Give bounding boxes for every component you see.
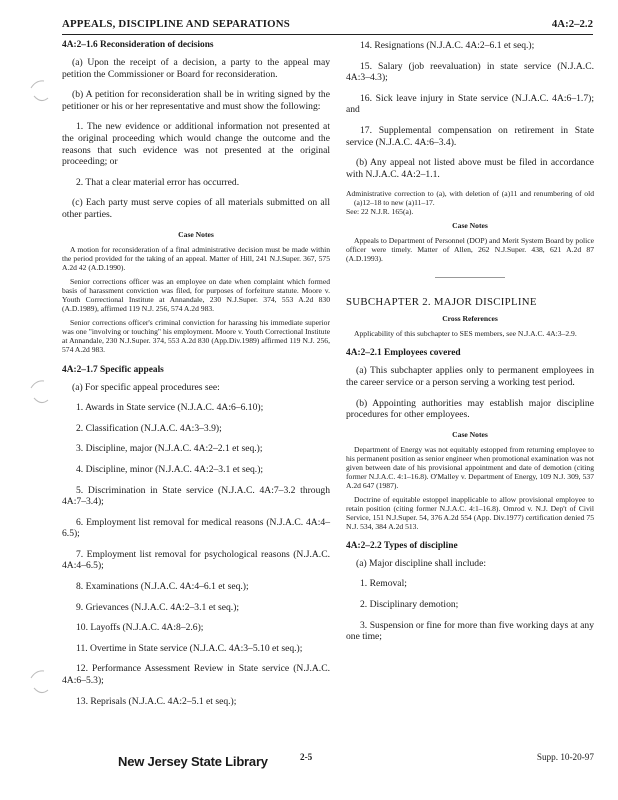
cross-reference: Applicability of this subchapter to SES members, see N.J.A.C. 4A:3–2.9. xyxy=(354,329,577,339)
section-heading-1-6: 4A:2–1.6 Reconsideration of decisions xyxy=(62,40,214,50)
list-item: 10. Layoffs (N.J.A.C. 4A:8–2.6); xyxy=(76,622,204,634)
administrative-note: Administrative correction to (a), with deletion of (a)11 and renumbering of old (a)12–18 to new (a)11–17. xyxy=(346,189,594,208)
paragraph-2-2-a: (a) Major discipline shall include: xyxy=(356,557,487,569)
list-item: 1. Removal; xyxy=(360,578,407,590)
case-notes-heading: Case Notes xyxy=(452,429,488,439)
case-notes-heading: Case Notes xyxy=(452,221,488,231)
list-item: 4. Discipline, minor (N.J.A.C. 4A:2–3.1 et seq.); xyxy=(76,463,264,475)
paragraph-1-7-b: (b) Any appeal not listed above must be filed in accordance with N.J.A.C. 4A:2–1.1. xyxy=(346,157,594,180)
item-1-6-b-2: 2. That a clear material error has occurred. xyxy=(76,176,240,188)
margin-mark xyxy=(30,78,46,90)
library-stamp: New Jersey State Library xyxy=(118,754,268,769)
case-note: Department of Energy was not equitably estopped from returning employee to his permanent position as senior engineer when promotional examination was not given between date of his provisional appointment and date of demotion (citing former N.J.A.C. 4:1–16.8). O'Malley v. Department of Energy, 109 N.J. 309, 537 A.2d 647 (1987). xyxy=(346,444,595,490)
case-note: Senior corrections officer was an employee on date when complaint which formed basis of harassment conviction was filed, for purposes of forfeiture statute. Moore v. Youth Correctional Institute at Annandale, 230 N.J.Super. 374, 553 A.2d 830 (A.D.1989), affirmed 119 N.J. 256, 574 A.2d 983. xyxy=(62,276,330,313)
right-column xyxy=(346,40,594,652)
left-column xyxy=(62,40,330,716)
margin-mark xyxy=(33,684,49,696)
list-item: 3. Suspension or fine for more than five working days at any one time; xyxy=(346,619,594,643)
case-note: Doctrine of equitable estoppel inapplicable to allow provisional employee to retain position (citing former N.J.A.C. 4:1–16.8). Omrod v. N.J. Dep't of Civil Service, 151 N.J.Super. 54, 376 A.2d 554 (App. Div.1977) certification denied 75 N.J. 534, 384 A.2d 513. xyxy=(346,494,594,531)
case-note: Appeals to Department of Personnel (DOP) and Merit System Board by police officer were timely. Matter of Allen, 262 N.J.Super. 438, 621 A.2d 87 (A.D.1993). xyxy=(346,236,594,264)
paragraph-1-6-c: (c) Each party must serve copies of all materials submitted on all other parties. xyxy=(62,197,330,220)
list-item: 6. Employment list removal for medical reasons (N.J.A.C. 4A:4–6.5); xyxy=(62,516,330,540)
see-reference: See: 22 N.J.R. 165(a). xyxy=(346,207,414,217)
list-item: 5. Discrimination in State service (N.J.A.C. 4A:7–3.2 through 4A:7–3.4); xyxy=(62,484,330,508)
subchapter-title: SUBCHAPTER 2. MAJOR DISCIPLINE xyxy=(346,296,537,309)
list-item: 8. Examinations (N.J.A.C. 4A:4–6.1 et seq.); xyxy=(76,581,249,593)
list-item: 16. Sick leave injury in State service (N.J.A.C. 4A:6–1.7); and xyxy=(346,92,594,116)
page-number: 2-5 xyxy=(300,752,313,762)
list-item: 7. Employment list removal for psychological reasons (N.J.A.C. 4A:4–6.5); xyxy=(62,548,330,572)
list-item: 2. Classification (N.J.A.C. 4A:3–3.9); xyxy=(76,422,222,434)
case-notes-heading: Case Notes xyxy=(178,229,214,239)
running-header xyxy=(62,10,593,35)
margin-mark xyxy=(30,378,46,390)
paragraph-1-6-b: (b) A petition for reconsideration shall be in writing signed by the petitioner or his or her representative and must show the following: xyxy=(62,89,330,112)
section-divider xyxy=(435,277,505,278)
list-item: 17. Supplemental compensation on retirement in State service (N.J.A.C. 4A:6–3.4). xyxy=(346,124,594,148)
margin-mark xyxy=(30,668,46,680)
supplement-date: Supp. 10-20-97 xyxy=(536,752,594,762)
list-item: 14. Resignations (N.J.A.C. 4A:2–6.1 et seq.); xyxy=(360,40,535,51)
cross-references-heading: Cross References xyxy=(442,314,498,324)
paragraph-2-1-b: (b) Appointing authorities may establish major discipline procedures for other employees. xyxy=(346,397,594,421)
section-heading-2-2: 4A:2–2.2 Types of discipline xyxy=(346,540,458,551)
section-heading-1-7: 4A:2–1.7 Specific appeals xyxy=(62,364,164,375)
list-item: 1. Awards in State service (N.J.A.C. 4A:6–6.10); xyxy=(76,402,264,414)
paragraph-1-7-a: (a) For specific appeal procedures see: xyxy=(72,381,220,393)
list-item: 9. Grievances (N.J.A.C. 4A:2–3.1 et seq.); xyxy=(76,601,240,613)
item-1-6-b-1: 1. The new evidence or additional information not presented at the original proceeding which would change the outcome and the reasons that such evidence was not presented at the original proceeding; or xyxy=(62,121,330,168)
list-item: 15. Salary (job reevaluation) in state service (N.J.A.C. 4A:3–4.3); xyxy=(346,60,594,84)
paragraph-2-1-a: (a) This subchapter applies only to permanent employees in the career service or a person serving a working test period. xyxy=(346,365,594,388)
margin-mark xyxy=(33,394,49,406)
list-item: 11. Overtime in State service (N.J.A.C. 4A:3–5.10 et seq.); xyxy=(76,642,303,654)
list-item: 13. Reprisals (N.J.A.C. 4A:2–5.1 et seq.); xyxy=(76,695,237,707)
header-section-number: 4A:2–2.2 xyxy=(551,18,593,30)
margin-mark xyxy=(33,92,49,104)
list-item: 12. Performance Assessment Review in State service (N.J.A.C. 4A:6–5.3); xyxy=(62,663,330,687)
paragraph-1-6-a: (a) Upon the receipt of a decision, a party to the appeal may petition the Commissioner or Board for reconsideration. xyxy=(62,57,330,80)
list-item: 2. Disciplinary demotion; xyxy=(360,598,459,610)
header-title: APPEALS, DISCIPLINE AND SEPARATIONS xyxy=(62,18,290,30)
list-item: 3. Discipline, major (N.J.A.C. 4A:2–2.1 et seq.); xyxy=(76,443,263,455)
case-note: Senior corrections officer's criminal conviction for harassing his immediate superior was one "involving or touching" his employment. Moore v. Youth Correctional Institute at Annandale, 230 N.J.Super. 374, 553 A.2d 830 (App.Div.1989) affirmed 119 N.J. 256, 574 A.2d 983. xyxy=(62,317,330,354)
case-note: A motion for reconsideration of a final administrative decision must be made within the period provided for the taking of an appeal. Matter of Hill, 241 N.J.Super. 367, 575 A.2d 42 (A.D.1990). xyxy=(62,244,330,272)
section-heading-2-1: 4A:2–2.1 Employees covered xyxy=(346,348,461,359)
